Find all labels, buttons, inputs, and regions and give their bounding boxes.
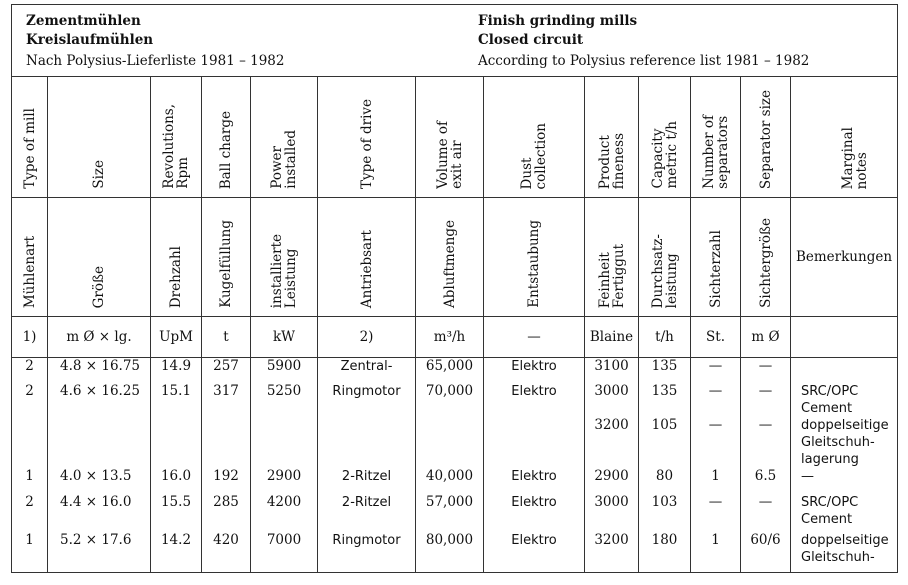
col-header-en — [639, 77, 691, 198]
cell-fineness — [585, 358, 639, 384]
unit-cell: t — [202, 317, 251, 358]
cell-text: 4.0 × 13.5 — [60, 468, 132, 484]
cell-text: 285 — [213, 494, 239, 510]
cell-text: SRC/OPC Cement — [801, 495, 859, 527]
cell-power — [251, 468, 318, 494]
en-title-1: Finish grinding mills — [478, 13, 638, 29]
cell-type — [12, 383, 48, 417]
col-header-en — [202, 77, 251, 198]
col-header-en-text: Size — [91, 160, 107, 189]
cell-text: — — [758, 494, 773, 510]
cell-text: — — [758, 383, 773, 399]
cell-sep-n — [691, 383, 741, 417]
cell-capacity — [639, 494, 691, 532]
de-title-2: Kreislaufmühlen — [26, 31, 154, 48]
cell-text: 4200 — [266, 494, 302, 510]
col-header-de-text: installierte Leistung — [269, 233, 299, 308]
col-header-en-text: Number of separators — [700, 115, 731, 189]
table-row — [12, 358, 898, 384]
col-header-de — [151, 198, 202, 317]
col-header-en — [251, 77, 318, 198]
cell-sep-size — [741, 358, 791, 384]
cell-text: 135 — [651, 383, 678, 399]
cell-text: 40,000 — [425, 468, 474, 484]
cell-rpm — [151, 468, 202, 494]
col-header-en-text: Product fineness — [596, 132, 627, 189]
cell-text: — — [708, 383, 723, 399]
col-header-en-text: Revolutions, Rpm — [161, 104, 191, 189]
cell-text: — — [801, 469, 814, 484]
cell-text: 60/6 — [750, 532, 781, 548]
cell-capacity — [639, 532, 691, 573]
cell-text: — — [708, 417, 723, 433]
cell-text: 3000 — [594, 494, 629, 510]
table-row — [12, 532, 898, 573]
cell-text: 65,000 — [425, 358, 474, 374]
cell-capacity — [639, 468, 691, 494]
cell-rpm — [151, 532, 202, 573]
cell-type — [12, 532, 48, 573]
col-header-de — [48, 198, 151, 317]
cell-drive — [318, 532, 416, 573]
cell-text: 105 — [651, 417, 678, 433]
cell-text: Elektro — [511, 359, 557, 374]
table-body — [12, 77, 898, 573]
col-header-en-text: Dust collection — [519, 122, 549, 189]
col-header-en — [416, 77, 484, 198]
col-header-de-text: Sichterzahl — [707, 230, 724, 308]
cell-text: Zentral- — [340, 359, 393, 374]
cell-text: Ringmotor — [332, 533, 401, 548]
cell-text: Elektro — [511, 384, 557, 399]
col-header-en-text: Type of mill — [21, 108, 38, 189]
col-header-de-text: Feinheit Fertiggut — [596, 243, 627, 308]
cell-ball — [202, 358, 251, 384]
col-header-en-text: Ball charge — [218, 110, 234, 189]
col-header-de — [202, 198, 251, 317]
col-header-en-text: Power installed — [269, 130, 299, 189]
cell-text: 1 — [711, 532, 720, 548]
col-header-en — [151, 77, 202, 198]
cell-text: 5.2 × 17.6 — [60, 532, 132, 548]
cell-text: 15.5 — [160, 494, 192, 510]
en-title-2: Closed circuit — [478, 31, 584, 48]
cell-drive — [318, 383, 416, 417]
col-header-de-text: Abluftmenge — [441, 220, 458, 308]
cell-drive — [318, 494, 416, 532]
en-source: According to Polysius reference list 1981 – 1982 — [478, 53, 810, 69]
header-row-de — [12, 198, 898, 317]
units-row — [12, 317, 898, 358]
cell-power — [251, 417, 318, 468]
cell-text: — — [758, 358, 773, 374]
col-header-de — [585, 198, 639, 317]
unit-cell: 2) — [318, 317, 416, 358]
cell-ball — [202, 383, 251, 417]
col-header-de-text: Mühlenart — [21, 235, 38, 308]
cell-text: 15.1 — [160, 383, 192, 399]
unit-cell: — — [484, 317, 585, 358]
cell-text: 6.5 — [754, 468, 777, 484]
table-row — [12, 468, 898, 494]
cell-text: 2-Ritzel — [341, 495, 392, 510]
cell-dust — [484, 494, 585, 532]
cell-type — [12, 468, 48, 494]
cell-text: 192 — [213, 468, 239, 484]
cell-dust — [484, 532, 585, 573]
cell-text: 7000 — [266, 532, 302, 548]
cell-text: 3200 — [594, 417, 629, 433]
cell-rpm — [151, 383, 202, 417]
col-header-en — [791, 77, 898, 198]
cell-text: 2 — [25, 358, 34, 374]
cell-fineness — [585, 468, 639, 494]
cell-ball — [202, 494, 251, 532]
cell-text: 3200 — [594, 532, 629, 548]
german-header — [26, 12, 284, 71]
cell-type — [12, 417, 48, 468]
header-row-en — [12, 77, 898, 198]
cell-notes — [791, 383, 898, 417]
cell-size — [48, 494, 151, 532]
cell-notes — [791, 468, 898, 494]
cell-text: 180 — [651, 532, 678, 548]
unit-cell: m Ø × lg. — [48, 317, 151, 358]
cell-drive — [318, 468, 416, 494]
unit-cell: t/h — [639, 317, 691, 358]
cell-sep-n — [691, 532, 741, 573]
col-header-en-text: Capacity metric t/h — [649, 121, 680, 189]
col-header-de-text: Antriebsart — [358, 229, 375, 308]
cell-text: 14.9 — [160, 358, 192, 374]
cell-size — [48, 532, 151, 573]
col-header-de — [741, 198, 791, 317]
cell-text: 317 — [213, 383, 239, 399]
table-row — [12, 494, 898, 532]
cell-power — [251, 358, 318, 384]
cell-text: 2-Ritzel — [341, 469, 392, 484]
col-header-de-text: Entstaubung — [526, 220, 542, 308]
unit-cell: UpM — [151, 317, 202, 358]
unit-cell: kW — [251, 317, 318, 358]
cell-text: 1 — [25, 468, 34, 484]
cell-power — [251, 532, 318, 573]
cell-notes — [791, 532, 898, 573]
cell-sep-n — [691, 417, 741, 468]
cell-text: 2900 — [266, 468, 302, 484]
col-header-de-text: Drehzahl — [168, 245, 184, 308]
cell-text: 16.0 — [160, 468, 192, 484]
cell-drive — [318, 358, 416, 384]
col-header-de — [639, 198, 691, 317]
cell-text: 3000 — [594, 383, 629, 399]
col-header-en — [585, 77, 639, 198]
mill-table — [11, 76, 898, 573]
cell-text: 4.6 × 16.25 — [60, 383, 141, 399]
cell-text: Elektro — [511, 533, 557, 548]
cell-sep-n — [691, 468, 741, 494]
cell-fineness — [585, 532, 639, 573]
cell-air — [416, 417, 484, 468]
cell-fineness — [585, 383, 639, 417]
cell-text: doppelseitige Gleitschuh- lagerung — [801, 418, 889, 467]
cell-dust — [484, 417, 585, 468]
cell-sep-size — [741, 468, 791, 494]
cell-notes — [791, 417, 898, 468]
de-title-1: Zementmühlen — [26, 13, 141, 29]
cell-text: Elektro — [511, 495, 557, 510]
cell-ball — [202, 417, 251, 468]
cell-text: — — [708, 358, 723, 374]
cell-text: 5250 — [266, 383, 302, 399]
unit-cell: m Ø — [741, 317, 791, 358]
cell-sep-size — [741, 532, 791, 573]
col-header-de — [484, 198, 585, 317]
cell-size — [48, 468, 151, 494]
cell-text: 2900 — [594, 468, 629, 484]
col-header-en-text: Separator size — [757, 89, 774, 189]
cell-text: 1 — [711, 468, 720, 484]
cell-sep-size — [741, 494, 791, 532]
cell-text: Ringmotor — [332, 384, 401, 399]
col-header-en — [741, 77, 791, 198]
col-header-de-text: Kugelfüllung — [218, 220, 234, 308]
col-header-en-text: Volume of exit air — [434, 121, 465, 189]
cell-fineness — [585, 417, 639, 468]
cell-fineness — [585, 494, 639, 532]
cell-sep-size — [741, 383, 791, 417]
cell-text: — — [758, 417, 773, 433]
cell-power — [251, 383, 318, 417]
cell-text: 57,000 — [425, 494, 474, 510]
col-header-de-text: Bemerkungen — [795, 249, 893, 265]
col-header-de-text: Durchsatz- leistung — [649, 233, 680, 308]
cell-text: 14.2 — [160, 532, 192, 548]
de-source: Nach Polysius-Lieferliste 1981 – 1982 — [26, 53, 285, 69]
col-header-en — [484, 77, 585, 198]
cell-capacity — [639, 383, 691, 417]
cell-capacity — [639, 358, 691, 384]
cell-rpm — [151, 417, 202, 468]
cell-air — [416, 383, 484, 417]
cell-text: 3100 — [594, 358, 629, 374]
cell-type — [12, 358, 48, 384]
cell-dust — [484, 358, 585, 384]
cell-text: 5900 — [266, 358, 302, 374]
cell-dust — [484, 383, 585, 417]
cell-text: Elektro — [511, 469, 557, 484]
col-header-en-text: Type of drive — [358, 99, 375, 189]
cell-text: 420 — [213, 532, 239, 548]
col-header-de-text: Sichtergröße — [757, 218, 774, 308]
cell-sep-size — [741, 417, 791, 468]
col-header-en — [691, 77, 741, 198]
cell-air — [416, 358, 484, 384]
cell-text: 2 — [25, 494, 34, 510]
table-row — [12, 417, 898, 468]
col-header-de — [691, 198, 741, 317]
cell-power — [251, 494, 318, 532]
cell-text: 80,000 — [425, 532, 474, 548]
cell-text: 70,000 — [425, 383, 474, 399]
cell-notes — [791, 358, 898, 384]
cell-drive — [318, 417, 416, 468]
cell-text: — — [708, 494, 723, 510]
cell-sep-n — [691, 494, 741, 532]
cell-ball — [202, 468, 251, 494]
unit-cell: Blaine — [585, 317, 639, 358]
unit-cell: m³/h — [416, 317, 484, 358]
col-header-de-text: Größe — [91, 265, 107, 308]
cell-air — [416, 494, 484, 532]
cell-size — [48, 358, 151, 384]
col-header-de — [318, 198, 416, 317]
col-header-en — [48, 77, 151, 198]
cell-air — [416, 532, 484, 573]
col-header-de — [791, 198, 898, 317]
cell-rpm — [151, 358, 202, 384]
col-header-de — [416, 198, 484, 317]
cell-text: 4.4 × 16.0 — [60, 494, 132, 510]
col-header-en-text: Marginal notes — [839, 126, 870, 189]
unit-cell: St. — [691, 317, 741, 358]
cell-text: doppelseitige Gleitschuh- — [801, 533, 889, 565]
cell-rpm — [151, 494, 202, 532]
cell-text: 103 — [651, 494, 678, 510]
cell-text: 135 — [651, 358, 678, 374]
cell-size — [48, 383, 151, 417]
cell-text: SRC/OPC Cement — [801, 384, 859, 416]
unit-cell: 1) — [12, 317, 48, 358]
cell-text: 2 — [25, 383, 34, 399]
cell-text: 257 — [213, 358, 239, 374]
unit-cell — [791, 317, 898, 358]
cell-capacity — [639, 417, 691, 468]
cell-size — [48, 417, 151, 468]
cell-ball — [202, 532, 251, 573]
cell-notes — [791, 494, 898, 532]
table-row — [12, 383, 898, 417]
col-header-de — [12, 198, 48, 317]
cell-text: 4.8 × 16.75 — [60, 358, 141, 374]
cell-air — [416, 468, 484, 494]
cell-sep-n — [691, 358, 741, 384]
col-header-en — [318, 77, 416, 198]
cell-dust — [484, 468, 585, 494]
cell-text: 80 — [655, 468, 674, 484]
cell-type — [12, 494, 48, 532]
cell-text: 1 — [25, 532, 34, 548]
col-header-en — [12, 77, 48, 198]
col-header-de — [251, 198, 318, 317]
english-header — [478, 12, 809, 71]
